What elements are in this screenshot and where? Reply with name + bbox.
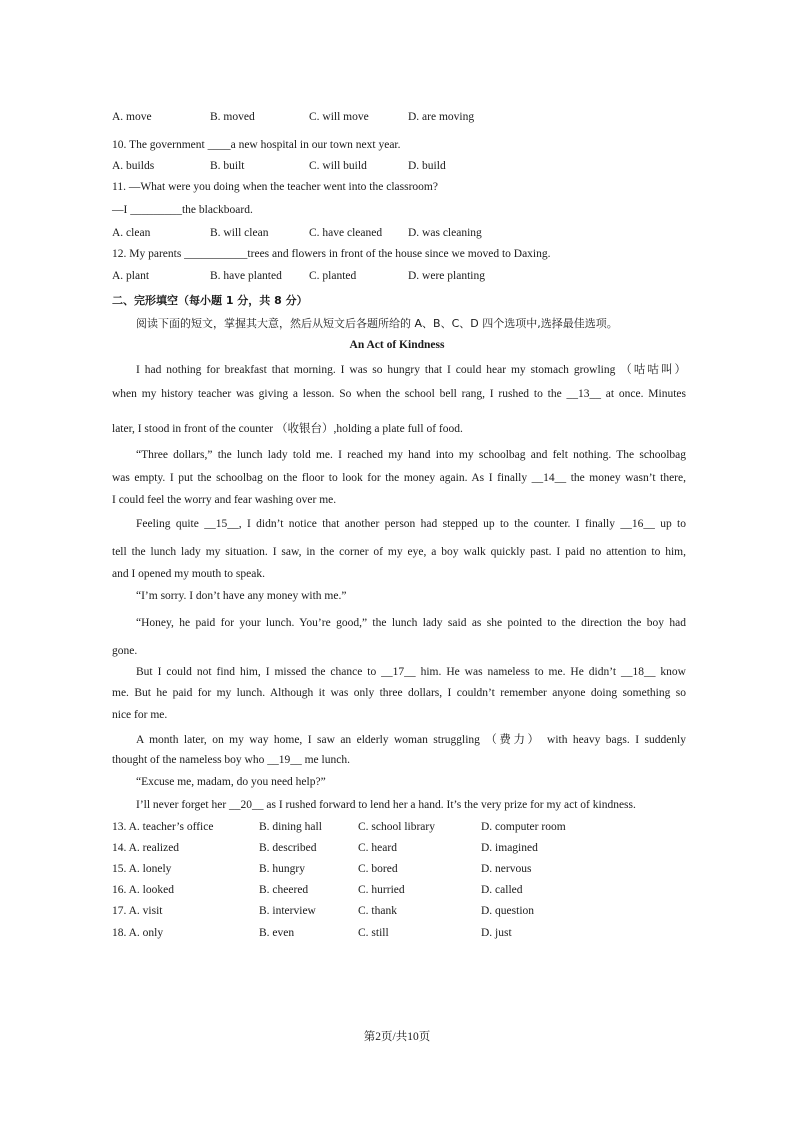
passage-line: I had nothing for breakfast that morning. I was so hungry that I could hear my stomach growling （咕咕叫） xyxy=(136,364,686,376)
cloze-option-b: B. cheered xyxy=(259,884,309,896)
q11-answer-line: —I _________the blackboard. xyxy=(112,204,253,216)
passage-line: “Honey, he paid for your lunch. You’re good,” the lunch lady said as she pointed to the direction the boy had xyxy=(136,617,686,629)
cloze-option-c: C. school library xyxy=(358,821,435,833)
passage-line: “I’m sorry. I don’t have any money with me.” xyxy=(136,590,347,602)
passage-line: was empty. I put the schoolbag on the floor to look for the money again. As I finally __14__ the money wasn’t there, xyxy=(112,472,686,484)
cloze-option-a: 14. A. realized xyxy=(112,842,180,854)
passage-line: I’ll never forget her __20__ as I rushed forward to lend her a hand. It’s the very prize for my act of kindness. xyxy=(136,799,636,811)
q9-option-b: B. moved xyxy=(210,111,255,123)
cloze-option-b: B. hungry xyxy=(259,863,305,875)
passage-line: when my history teacher was giving a lesson. So when the school bell rang, I rushed to the __13__ at once. Minutes xyxy=(112,388,686,400)
q10-option-b: B. built xyxy=(210,160,245,172)
q11-option-a: A. clean xyxy=(112,227,151,239)
cloze-option-a: 13. A. teacher’s office xyxy=(112,821,214,833)
cloze-option-d: D. called xyxy=(481,884,523,896)
cloze-option-c: C. thank xyxy=(358,905,397,917)
cloze-option-a: 16. A. looked xyxy=(112,884,174,896)
cloze-option-b: B. dining hall xyxy=(259,821,322,833)
q10-option-a: A. builds xyxy=(112,160,155,172)
q11-option-d: D. was cleaning xyxy=(408,227,482,239)
cloze-option-d: D. just xyxy=(481,927,512,939)
cloze-option-d: D. imagined xyxy=(481,842,538,854)
passage-line: “Three dollars,” the lunch lady told me. I reached my hand into my schoolbag and felt nothing. The schoolbag xyxy=(136,449,686,461)
q9-option-d: D. are moving xyxy=(408,111,475,123)
section-instruction: 阅读下面的短文，掌握其大意，然后从短文后各题所给的 A、B、C、D 四个选项中,选择最佳选项。 xyxy=(136,317,618,330)
q11-option-c: C. have cleaned xyxy=(309,227,383,239)
cloze-option-d: D. nervous xyxy=(481,863,532,875)
q11-stem: 11. —What were you doing when the teacher went into the classroom? xyxy=(112,181,438,193)
cloze-option-a: 17. A. visit xyxy=(112,905,163,917)
q10-option-c: C. will build xyxy=(309,160,367,172)
passage-line: But I could not find him, I missed the chance to __17__ him. He was nameless to me. He didn’t __18__ know xyxy=(136,666,686,678)
passage-line: gone. xyxy=(112,645,138,657)
cloze-option-a: 18. A. only xyxy=(112,927,164,939)
passage-line: Feeling quite __15__, I didn’t notice that another person had stepped up to the counter. I finally __16__ up to xyxy=(136,518,686,530)
passage-line: “Excuse me, madam, do you need help?” xyxy=(136,776,326,788)
section-heading: 二、完形填空（每小题 1 分，共 8 分） xyxy=(112,294,308,307)
cloze-option-b: B. interview xyxy=(259,905,316,917)
q10-option-d: D. build xyxy=(408,160,446,172)
passage-title: An Act of Kindness xyxy=(349,339,445,351)
q12-option-b: B. have planted xyxy=(210,270,282,282)
cloze-option-c: C. bored xyxy=(358,863,398,875)
q12-option-c: C. planted xyxy=(309,270,357,282)
passage-line: I could feel the worry and fear washing over me. xyxy=(112,494,337,506)
cloze-option-d: D. computer room xyxy=(481,821,566,833)
passage-line: nice for me. xyxy=(112,709,168,721)
cloze-option-c: C. hurried xyxy=(358,884,405,896)
cloze-option-c: C. still xyxy=(358,927,389,939)
cloze-option-a: 15. A. lonely xyxy=(112,863,172,875)
q9-option-c: C. will move xyxy=(309,111,369,123)
q12-option-a: A. plant xyxy=(112,270,150,282)
q12-stem: 12. My parents ___________trees and flowers in front of the house since we moved to Daxing. xyxy=(112,248,551,260)
cloze-option-c: C. heard xyxy=(358,842,397,854)
passage-line: thought of the nameless boy who __19__ me lunch. xyxy=(112,754,350,766)
q10-stem: 10. The government ____a new hospital in our town next year. xyxy=(112,139,401,151)
q9-option-a: A. move xyxy=(112,111,152,123)
page-number: 第2页/共10页 xyxy=(363,1031,431,1043)
q11-option-b: B. will clean xyxy=(210,227,269,239)
passage-line: me. But he paid for my lunch. Although it was only three dollars, I couldn’t remember anyone doing something so xyxy=(112,687,686,699)
cloze-option-d: D. question xyxy=(481,905,535,917)
cloze-option-b: B. even xyxy=(259,927,295,939)
passage-line: and I opened my mouth to speak. xyxy=(112,568,265,580)
q12-option-d: D. were planting xyxy=(408,270,485,282)
passage-line: tell the lunch lady my situation. I saw, in the corner of my eye, a boy walk quickly past. I paid no attention to him, xyxy=(112,546,686,558)
passage-line: A month later, on my way home, I saw an elderly woman struggling （费力） with heavy bags. I suddenly xyxy=(136,734,686,746)
passage-line: later, I stood in front of the counter （收银台）,holding a plate full of food. xyxy=(112,423,463,435)
cloze-option-b: B. described xyxy=(259,842,317,854)
